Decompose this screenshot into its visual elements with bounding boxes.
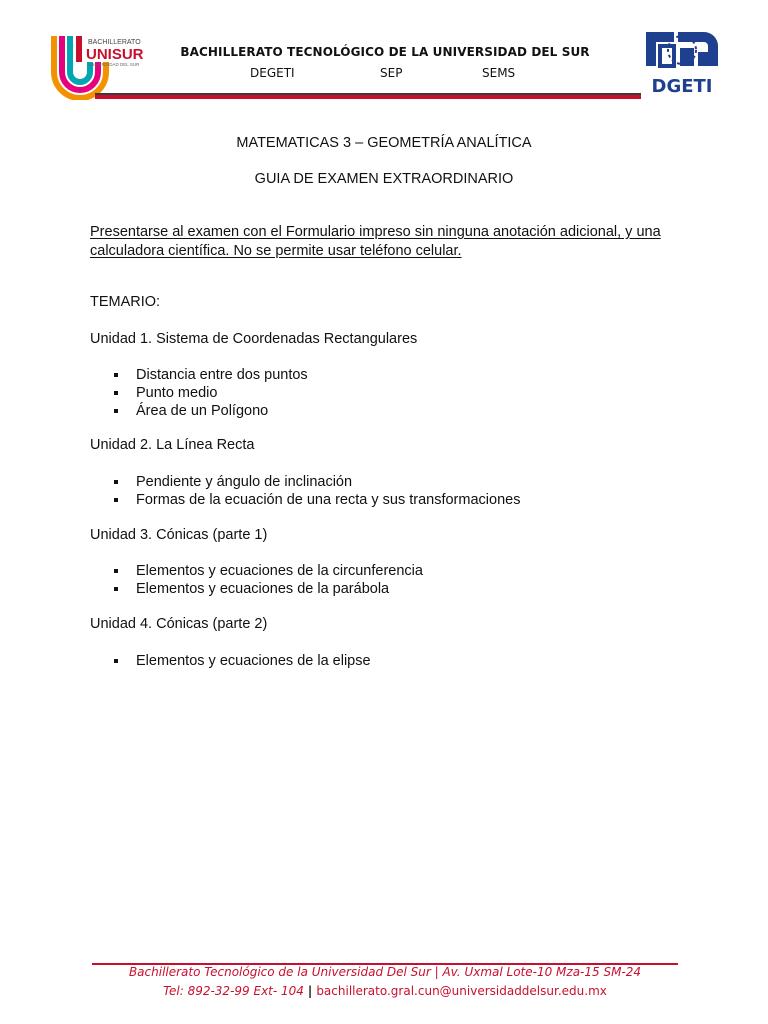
unisur-logo: [48, 32, 144, 100]
unit-title: Unidad 3. Cónicas (parte 1): [90, 527, 268, 543]
list-item: [112, 402, 308, 420]
topic-label: Área de un Polígono: [136, 403, 269, 419]
bullet-icon: [114, 587, 118, 591]
header-divider-red: [95, 95, 641, 99]
footer-contact: [92, 984, 678, 998]
bullet-icon: [114, 480, 118, 484]
footer-address: Bachillerato Tecnológico de la Universidad Del Sur | Av. Uxmal Lote-10 Mza-15 SM-24: [128, 965, 642, 979]
list-item: [112, 473, 520, 491]
footer-separator: |: [307, 984, 313, 998]
unit-topic-list: [112, 366, 308, 420]
bullet-icon: [114, 409, 118, 413]
topic-label: Elementos y ecuaciones de la circunferencia: [136, 563, 423, 579]
bullet-icon: [114, 391, 118, 395]
logo-top-text: BACHILLERATO: [88, 39, 141, 46]
logo-bottom-text: UNIVERSIDAD DEL SUR: [88, 62, 140, 67]
list-item: [112, 562, 423, 580]
list-item: [112, 491, 520, 509]
bullet-icon: [114, 569, 118, 573]
header-sub-sems: SEMS: [482, 66, 516, 80]
list-item: [112, 384, 308, 402]
header-sub-degeti: DEGETI: [250, 66, 295, 80]
guide-title: GUIA DE EXAMEN EXTRAORDINARIO: [254, 171, 514, 187]
unit-topic-list: [112, 562, 423, 598]
bullet-icon: [114, 373, 118, 377]
topic-label: Formas de la ecuación de una recta y sus transformaciones: [136, 492, 521, 508]
topic-label: Elementos y ecuaciones de la elipse: [136, 653, 371, 669]
footer-email[interactable]: bachillerato.gral.cun@universidaddelsur.edu.mx: [316, 984, 607, 998]
unit-title: Unidad 4. Cónicas (parte 2): [90, 616, 268, 632]
unit-title: Unidad 2. La Línea Recta: [90, 437, 255, 453]
list-item: [112, 652, 371, 670]
course-title: MATEMATICAS 3 – GEOMETRÍA ANALÍTICA: [236, 135, 532, 151]
logo-main-text: UNISUR: [86, 46, 144, 63]
temario-label: TEMARIO:: [90, 294, 161, 310]
exam-notice: [90, 223, 690, 261]
topic-label: Punto medio: [136, 385, 218, 401]
bullet-icon: [114, 498, 118, 502]
dgeti-logo: [640, 26, 724, 98]
notice-line-2: calculadora científica. No se permite usar teléfono celular.: [90, 243, 462, 259]
footer-phone: Tel: 892-32-99 Ext- 104: [163, 984, 304, 998]
notice-line-1: Presentarse al examen con el Formulario impreso sin ninguna anotación adicional, y una: [90, 224, 661, 240]
topic-label: Distancia entre dos puntos: [136, 367, 308, 383]
list-item: [112, 580, 423, 598]
unit-topic-list: [112, 652, 371, 670]
dgeti-logo-text: DGETI: [651, 76, 713, 97]
list-item: [112, 366, 308, 384]
unit-topic-list: [112, 473, 520, 509]
institution-name: BACHILLERATO TECNOLÓGICO DE LA UNIVERSIDAD DEL SUR: [180, 45, 590, 59]
unit-title: Unidad 1. Sistema de Coordenadas Rectangulares: [90, 331, 418, 347]
bullet-icon: [114, 659, 118, 663]
topic-label: Pendiente y ángulo de inclinación: [136, 474, 353, 490]
header-sub-sep: SEP: [380, 66, 403, 80]
topic-label: Elementos y ecuaciones de la parábola: [136, 581, 390, 597]
